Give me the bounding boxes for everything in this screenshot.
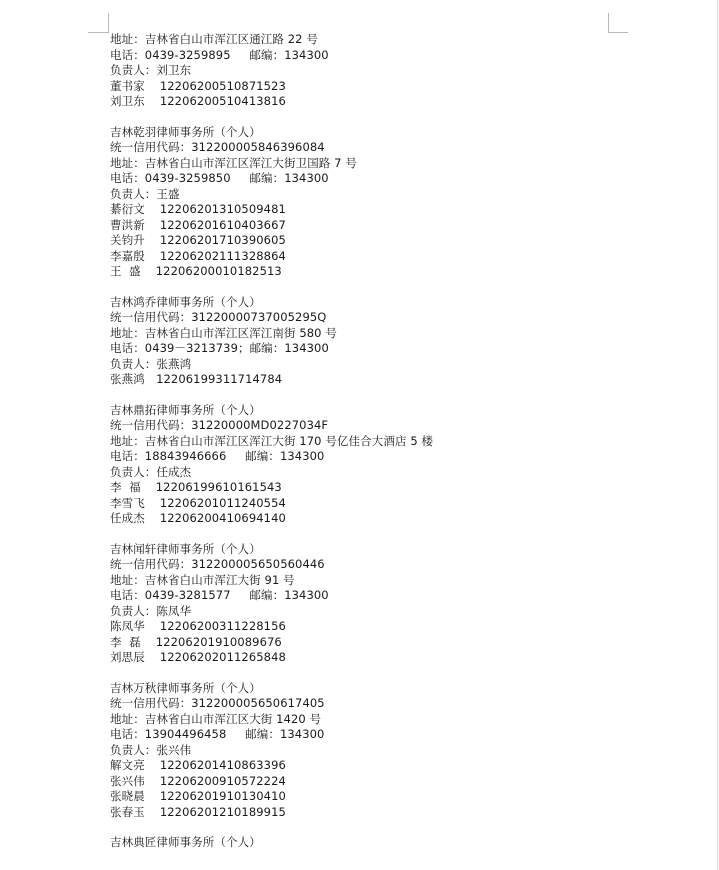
lawyer-line: 陈凤华 12206200311228156 (110, 619, 286, 633)
lawyer-line: 李 福 12206199610161543 (110, 480, 282, 494)
lawyer-line: 董书家 12206200510871523 (110, 78, 286, 93)
firm-entry (110, 681, 670, 821)
firm-name: 吉林典匠律师事务所（个人） (110, 835, 261, 849)
lawyer-line: 李雪飞 12206201011240554 (110, 495, 286, 510)
lawyer-line: 解文亮 12206201410863396 (110, 758, 286, 772)
address-line: 地址：吉林省白山市浑江区浑江大街卫国路 7 号 (110, 155, 357, 170)
paragraph-gap (110, 527, 670, 542)
paragraph-gap (110, 820, 670, 835)
phone-line: 电话：13904496458 邮编：134300 (110, 727, 325, 741)
crop-mark-top-left-horizontal (88, 32, 108, 33)
address-line: 地址：吉林省白山市浑江区通江路 22 号 (110, 32, 318, 46)
responsible-person-line: 负责人：任成杰 (110, 464, 192, 479)
paragraph-gap (110, 388, 670, 403)
paragraph-gap (110, 280, 670, 295)
phone-line: 电话：0439-3281577 邮编：134300 (110, 588, 329, 602)
phone-line: 电话：0439－3213739；邮编：134300 (110, 341, 329, 355)
phone-line: 电话：0439-3259850 邮编：134300 (110, 171, 329, 185)
firm-name: 吉林万秋律师事务所（个人） (110, 680, 261, 695)
lawyer-line: 李嘉殷 12206202111328864 (110, 248, 286, 263)
lawyer-line: 李 磊 12206201910089676 (110, 634, 282, 649)
lawyer-line: 刘卫东 12206200510413816 (110, 94, 286, 108)
paragraph-gap (110, 110, 670, 125)
firm-entry-continued (110, 32, 670, 110)
address-line: 地址：吉林省白山市浑江区浑江南街 580 号 (110, 325, 337, 340)
responsible-person-line: 负责人：刘卫东 (110, 63, 192, 77)
credit-code-line: 统一信用代码：312200005650617405 (110, 696, 325, 710)
crop-mark-top-right-vertical (608, 13, 609, 33)
firm-entry (110, 835, 670, 851)
lawyer-line: 张晓晨 12206201910130410 (110, 789, 286, 803)
credit-code-line: 统一信用代码：312200005846396084 (110, 140, 325, 154)
document-body (110, 32, 670, 851)
firm-entry (110, 125, 670, 280)
responsible-person-line: 负责人：张燕鸿 (110, 356, 192, 371)
lawyer-line: 曹洪新 12206201610403667 (110, 217, 286, 232)
firm-name: 吉林鸿乔律师事务所（个人） (110, 294, 261, 309)
lawyer-line: 刘思辰 12206202011265848 (110, 650, 286, 664)
phone-line: 电话：18843946666 邮编：134300 (110, 449, 325, 463)
lawyer-line: 张兴伟 12206200910572224 (110, 773, 286, 788)
lawyer-line: 王 盛 12206200010182513 (110, 264, 282, 278)
credit-code-line: 统一信用代码：312200005650560446 (110, 557, 325, 571)
firm-name: 吉林闻轩律师事务所（个人） (110, 541, 261, 556)
crop-mark-top-left-vertical (108, 13, 109, 33)
lawyer-line: 任成杰 12206200410694140 (110, 511, 286, 525)
firm-name: 吉林乾羽律师事务所（个人） (110, 124, 261, 139)
firm-entry (110, 542, 670, 666)
address-line: 地址：吉林省白山市浑江大街 91 号 (110, 572, 295, 587)
phone-line: 电话：0439-3259895 邮编：134300 (110, 47, 329, 62)
lawyer-line: 张春玉 12206201210189915 (110, 804, 286, 819)
firm-entry (110, 403, 670, 527)
credit-code-line: 统一信用代码：31220000MD0227034F (110, 418, 329, 432)
lawyer-line: 关钧升 12206201710390605 (110, 233, 286, 247)
firm-name: 吉林鼎拓律师事务所（个人） (110, 402, 261, 417)
credit-code-line: 统一信用代码：31220000737005295Q (110, 310, 327, 324)
responsible-person-line: 负责人：张兴伟 (110, 742, 192, 757)
address-line: 地址：吉林省白山市浑江区浑江大街 170 号亿佳合大酒店 5 楼 (110, 433, 434, 448)
address-line: 地址：吉林省白山市浑江区大街 1420 号 (110, 711, 322, 726)
lawyer-line: 綦衍文 12206201310509481 (110, 202, 286, 216)
lawyer-line: 张燕鸿 12206199311714784 (110, 372, 283, 386)
responsible-person-line: 负责人：陈凤华 (110, 603, 192, 618)
responsible-person-line: 负责人：王盛 (110, 186, 180, 201)
paragraph-gap (110, 666, 670, 681)
firm-entry (110, 295, 670, 388)
